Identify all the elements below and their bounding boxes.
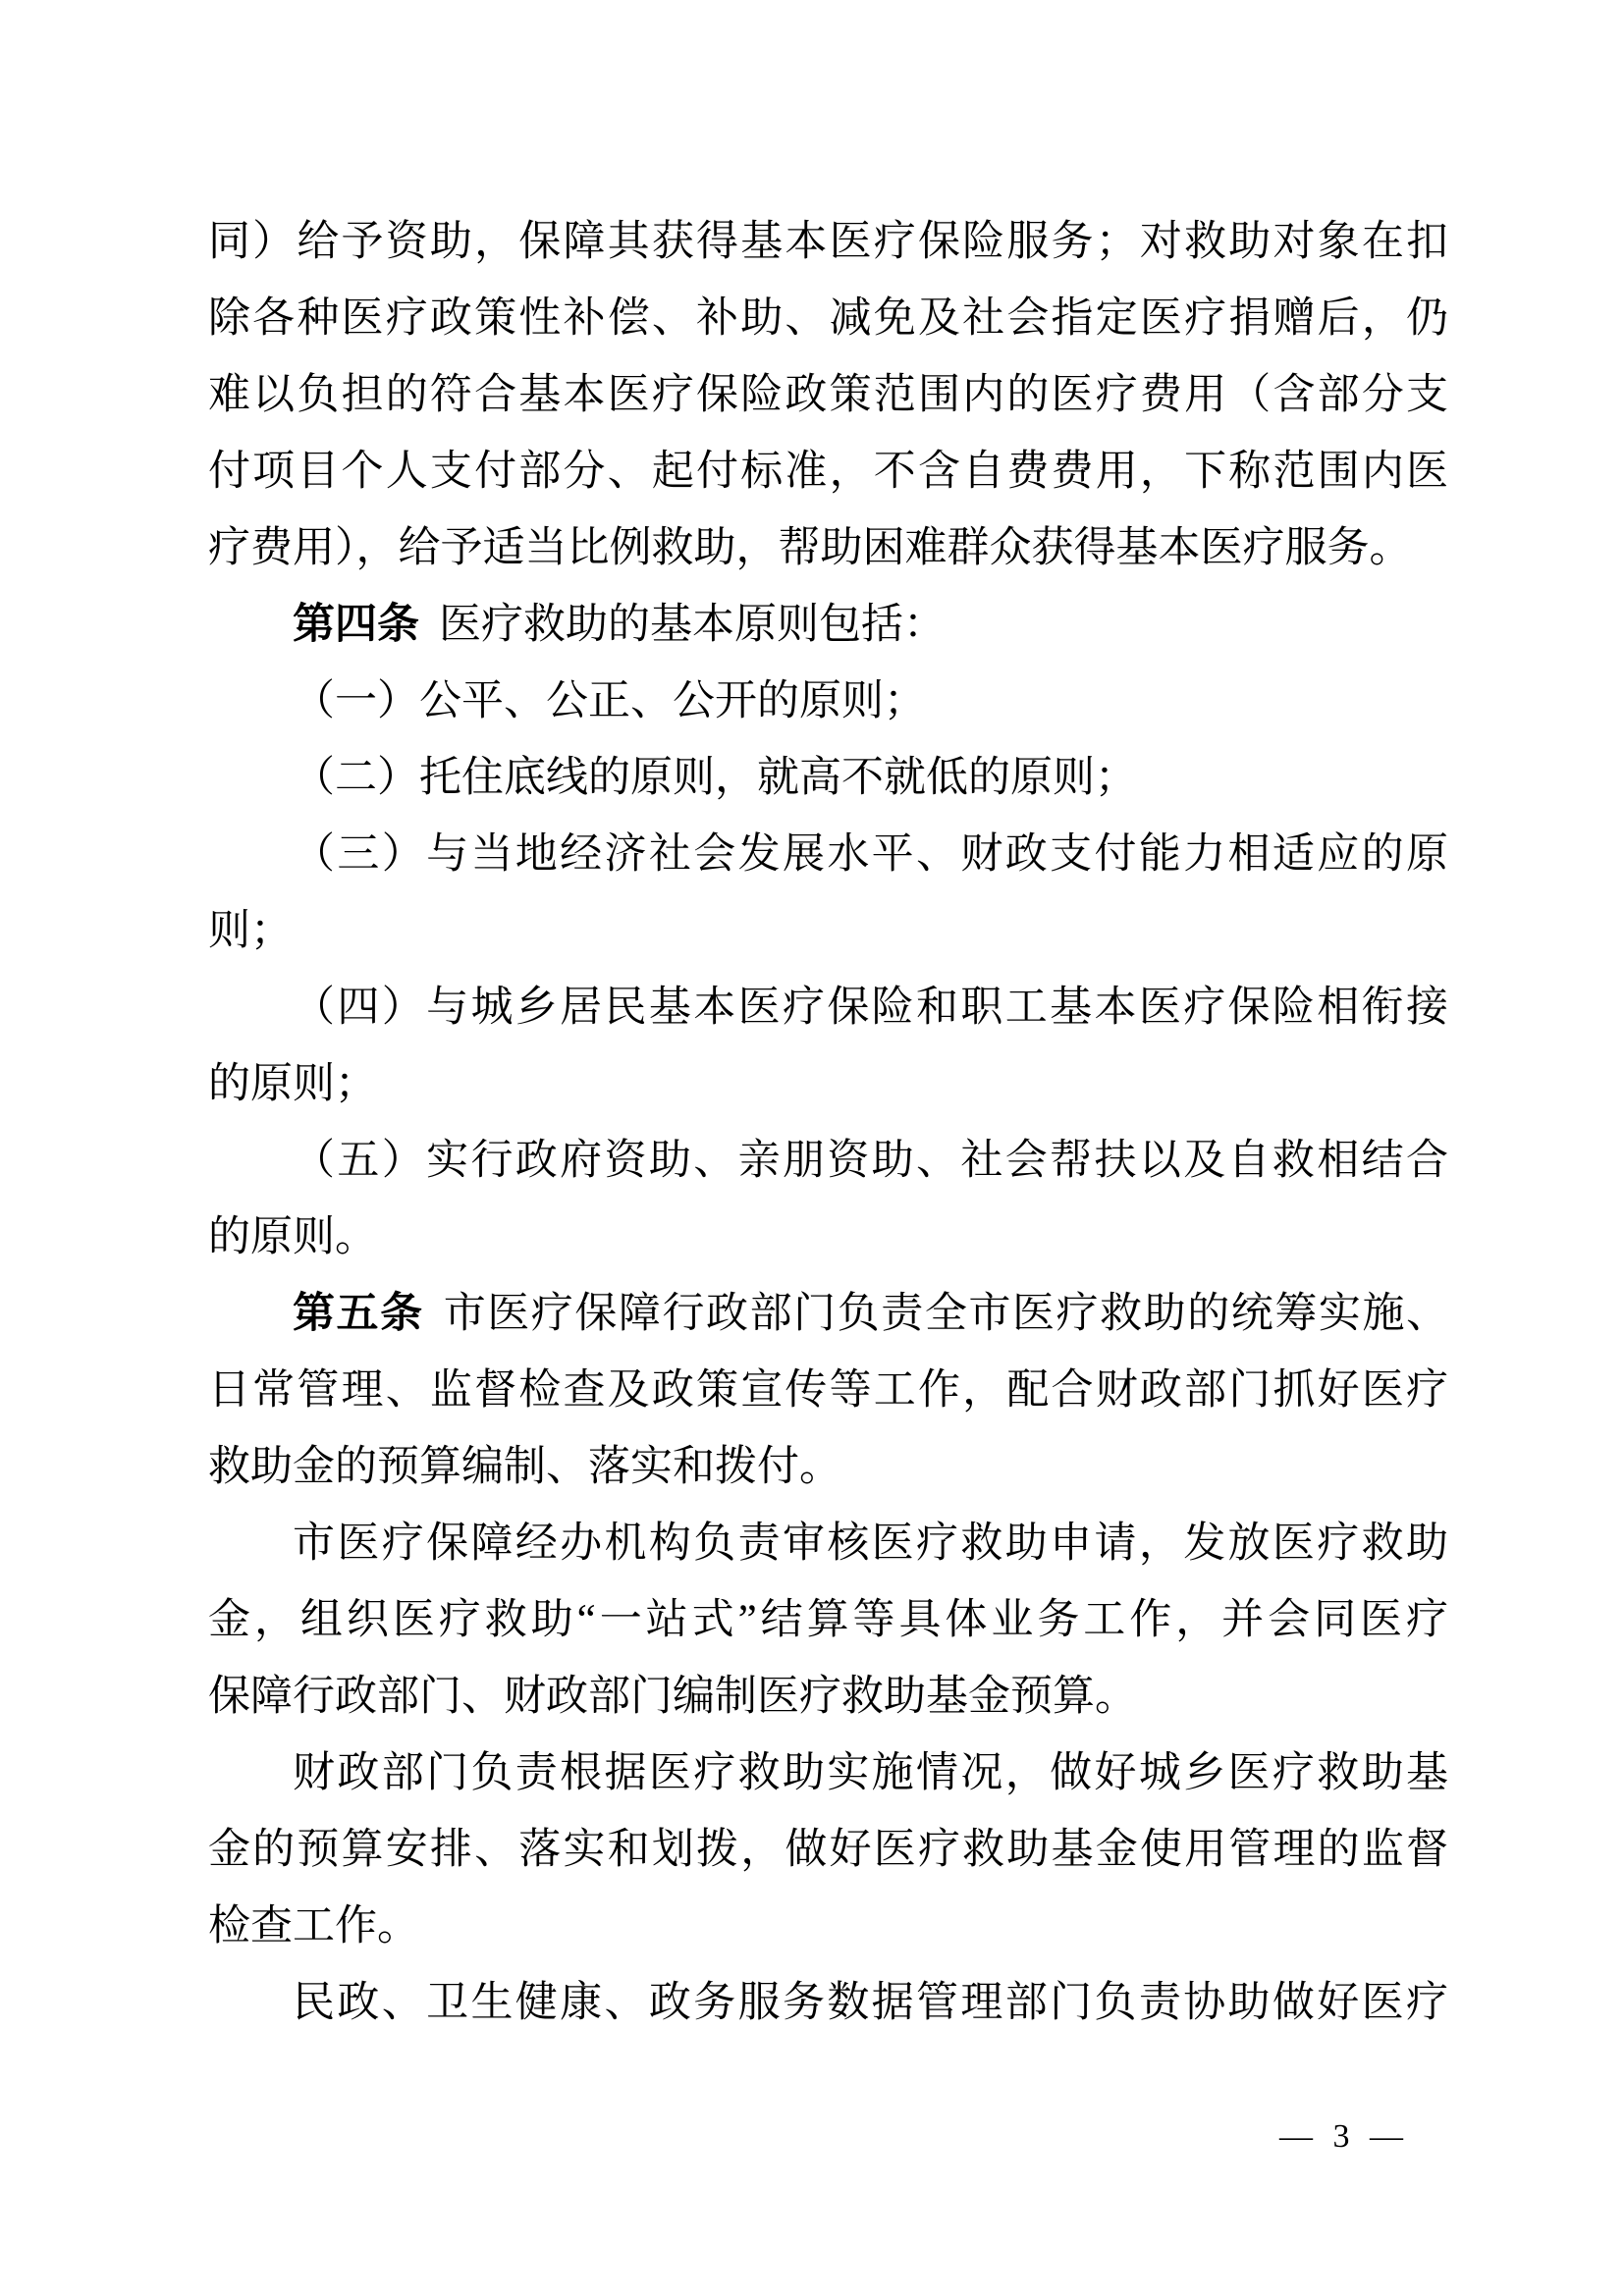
text-segment: 金的预算安排、落实和划拨，做好医疗救助基金使用管理的监督 — [208, 1827, 1448, 1873]
document-body — [208, 204, 1448, 2042]
text-segment: 财政部门负责根据医疗救助实施情况，做好城乡医疗救助基 — [293, 1750, 1448, 1796]
text-line — [208, 357, 1448, 434]
text-segment: 保障行政部门、财政部门编制医疗救助基金预算。 — [208, 1674, 1137, 1720]
text-line — [208, 1812, 1448, 1889]
text-segment: （一）公平、公正、公开的原则； — [293, 678, 926, 724]
text-line — [208, 1659, 1448, 1735]
text-line — [208, 1582, 1448, 1659]
text-segment: （四）与城乡居民基本医疗保险和职工基本医疗保险相衔接 — [293, 985, 1448, 1031]
text-segment: 难以负担的符合基本医疗保险政策范围内的医疗费用（含部分支 — [208, 372, 1448, 418]
page-number: — 3 — — [1279, 2118, 1409, 2155]
text-line — [208, 204, 1448, 281]
text-line — [208, 740, 1448, 817]
text-segment: 除各种医疗政策性补偿、补助、减免及社会指定医疗捐赠后，仍 — [208, 295, 1448, 342]
text-line — [208, 510, 1448, 587]
text-line — [208, 1046, 1448, 1123]
text-line — [208, 281, 1448, 357]
article-label: 第四条 — [293, 602, 419, 648]
text-segment: 付项目个人支付部分、起付标准，不含自费费用，下称范围内医 — [208, 449, 1448, 495]
text-segment: （五）实行政府资助、亲朋资助、社会帮扶以及自救相结合 — [293, 1138, 1448, 1184]
text-segment: 检查工作。 — [208, 1903, 419, 1949]
text-segment: 的原则。 — [208, 1214, 377, 1260]
text-line — [208, 970, 1448, 1046]
text-segment: 医疗救助的基本原则包括： — [439, 602, 946, 648]
text-line — [208, 664, 1448, 740]
text-segment: 的原则； — [208, 1061, 377, 1107]
text-line — [208, 1200, 1448, 1276]
text-segment: （二）托住底线的原则，就高不就低的原则； — [293, 755, 1137, 801]
text-line — [208, 1123, 1448, 1200]
text-line — [208, 893, 1448, 970]
text-segment: 日常管理、监督检查及政策宣传等工作，配合财政部门抓好医疗 — [208, 1367, 1448, 1414]
text-segment: 金，组织医疗救助“一站式”结算等具体业务工作，并会同医疗 — [208, 1597, 1448, 1643]
text-line — [208, 1965, 1448, 2042]
text-segment: 市医疗保障经办机构负责审核医疗救助申请，发放医疗救助 — [293, 1521, 1448, 1567]
text-line — [208, 1506, 1448, 1582]
text-line — [208, 587, 1448, 664]
article-label: 第五条 — [293, 1291, 424, 1337]
text-segment: 疗费用），给予适当比例救助，帮助困难群众获得基本医疗服务。 — [208, 525, 1412, 571]
text-line — [208, 1889, 1448, 1965]
text-line — [208, 1429, 1448, 1506]
text-line — [208, 1735, 1448, 1812]
text-line — [208, 1276, 1448, 1353]
text-line — [208, 434, 1448, 510]
text-segment: 则； — [208, 908, 293, 954]
text-segment: 同）给予资助，保障其获得基本医疗保险服务；对救助对象在扣 — [208, 219, 1448, 265]
text-segment: （三）与当地经济社会发展水平、财政支付能力相适应的原 — [293, 831, 1448, 878]
text-line — [208, 1353, 1448, 1429]
text-segment: 市医疗保障行政部门负责全市医疗救助的统筹实施、 — [443, 1291, 1448, 1337]
text-segment: 民政、卫生健康、政务服务数据管理部门负责协助做好医疗 — [293, 1980, 1448, 2026]
text-line — [208, 817, 1448, 893]
text-segment: 救助金的预算编制、落实和拨付。 — [208, 1444, 841, 1490]
